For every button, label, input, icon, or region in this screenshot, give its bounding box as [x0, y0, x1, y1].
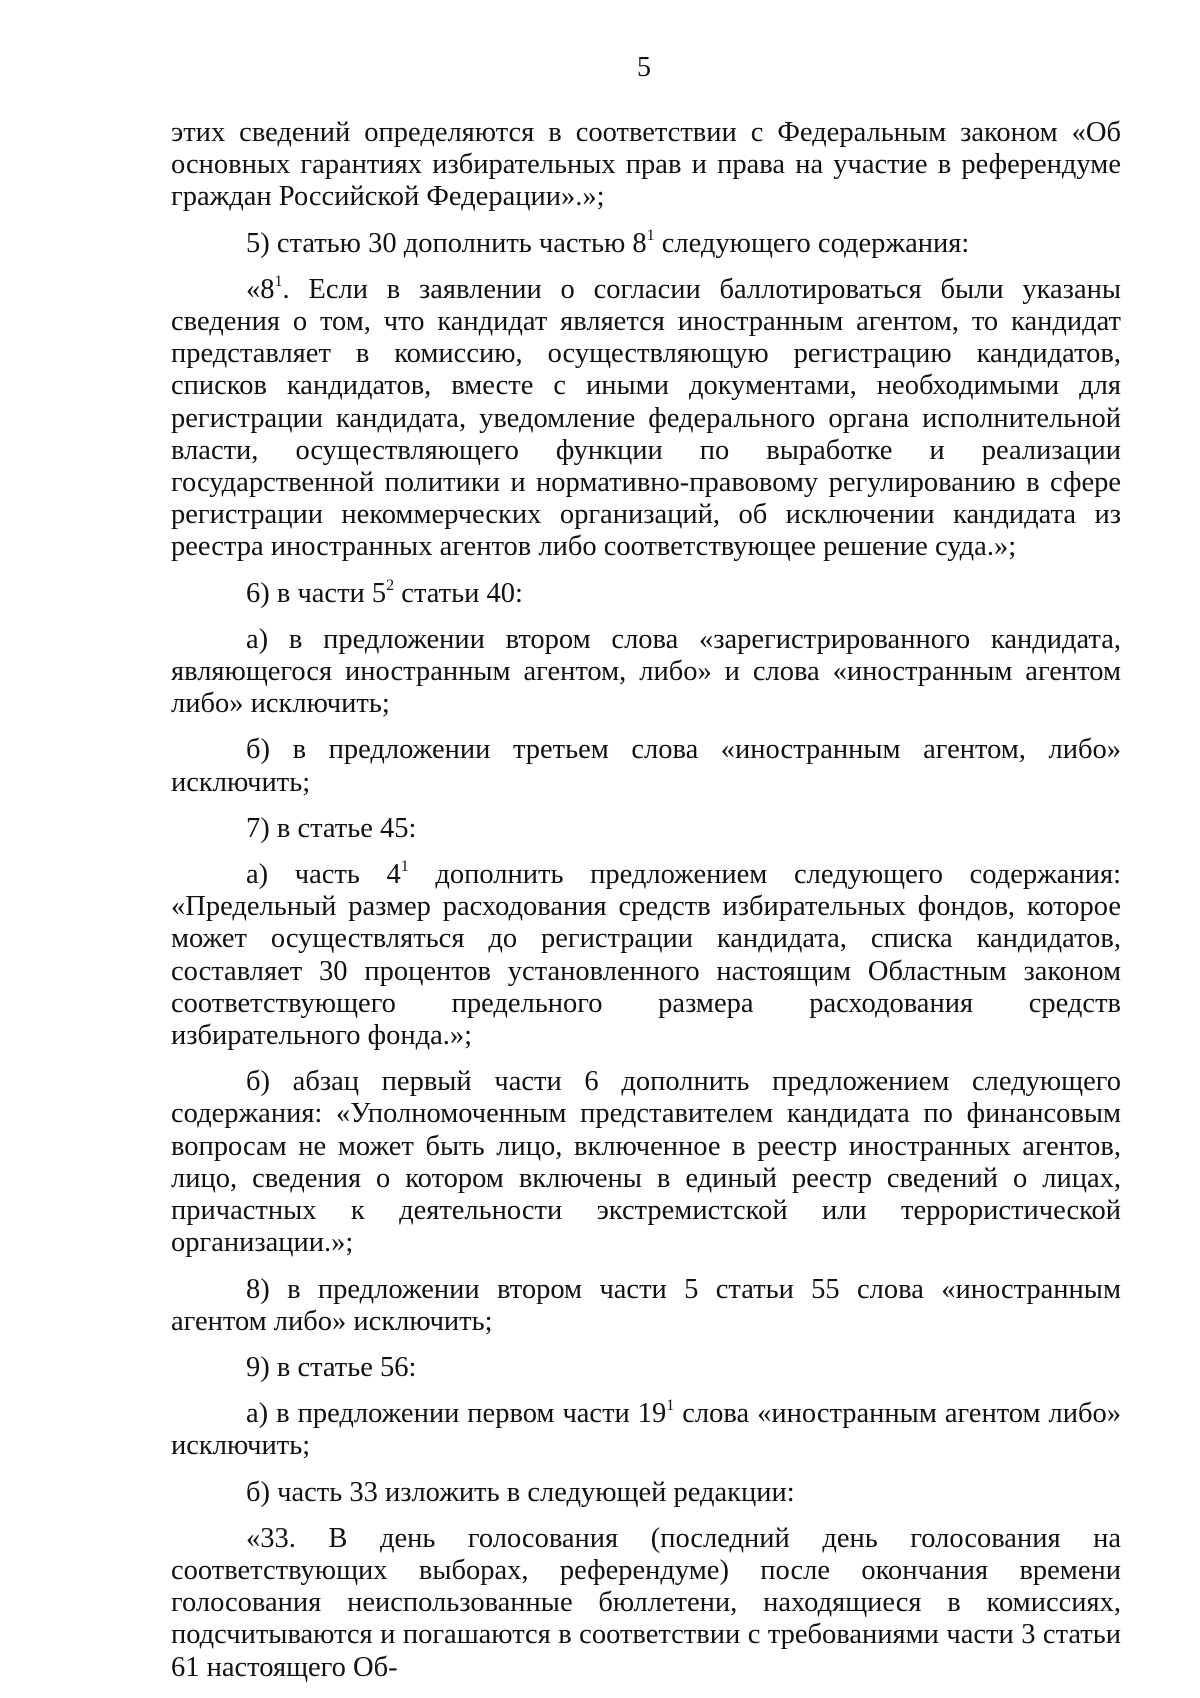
- paragraph-item-9b: б) часть 33 изложить в следующей редакции:: [246, 1476, 795, 1508]
- paragraph-item-8: 8) в предложении втором части 5 статьи 55 слова «иностранным агентом либо» исключить;: [171, 1273, 1121, 1337]
- paragraph-item-5: 5) статью 30 дополнить частью $8^1$ следующего содержания:: [246, 226, 970, 259]
- paragraph-part-8-1: «$8^1$. Если в заявлении о согласии баллотироваться были указаны сведения о том, что кандидат является иностранным агентом, то кандидат представляет в комиссию, осуществляющую регистрацию кандидатов, списков кандидатов, вместе с иными документами, необходимыми для регистрации кандидата, уведомление федерального органа исполнительной власти, осуществляющего функции по выработке и реализации государственной политики и нормативно-правовому регулированию в сфере регистрации некоммерческих организаций, об исключении кандидата из реестра иностранных агентов либо соответствующее решение суда.»;: [171, 272, 1121, 563]
- paragraph-item-6b: б) в предложении третьем слова «иностранным агентом, либо» исключить;: [171, 734, 1121, 798]
- paragraph-item-7a: а) часть $4^1$ дополнить предложением следующего содержания: «Предельный размер расходования средств избирательных фондов, которое может осуществляться до регистрации кандидата, списка кандидатов, составляет 30 процентов установленного настоящим Областным законом соответствующего предельного размера расходования средств избирательного фонда.»;: [171, 858, 1121, 1052]
- paragraph-item-6: 6) в части $5^2$ статьи 40:: [246, 576, 523, 609]
- paragraph-item-7: 7) в статье 45:: [246, 812, 417, 844]
- document-body: [171, 117, 1121, 1698]
- paragraph-item-7b: б) абзац первый части 6 дополнить предложением следующего содержания: «Уполномоченным представителем кандидата по финансовым вопросам не может быть лицо, включенное в реестр иностранных агентов, лицо, сведения о котором включены в единый реестр сведений о лицах, причастных к деятельности экстремистской или террористической организации.»;: [171, 1066, 1121, 1259]
- paragraph-item-9: 9) в статье 56:: [246, 1351, 417, 1383]
- paragraph-continuation: этих сведений определяются в соответствии с Федеральным законом «Об основных гарантиях избирательных прав и права на участие в референдуме граждан Российской Федерации».»;: [171, 117, 1121, 213]
- page-number: 5: [637, 52, 651, 83]
- paragraph-item-6a: а) в предложении втором слова «зарегистрированного кандидата, являющегося иностранным агентом, либо» и слова «иностранным агентом либо» исключить;: [171, 623, 1121, 720]
- paragraph-item-9a: а) в предложении первом части $19^1$ слова «иностранным агентом либо» исключить;: [171, 1397, 1121, 1462]
- paragraph-part-33: «33. В день голосования (последний день голосования на соответствующих выборах, референдуме) после окончания времени голосования неиспользованные бюллетени, находящиеся в комиссиях, подсчитываются и погашаются в соответствии с требованиями части 3 статьи 61 настоящего Об-: [171, 1522, 1121, 1683]
